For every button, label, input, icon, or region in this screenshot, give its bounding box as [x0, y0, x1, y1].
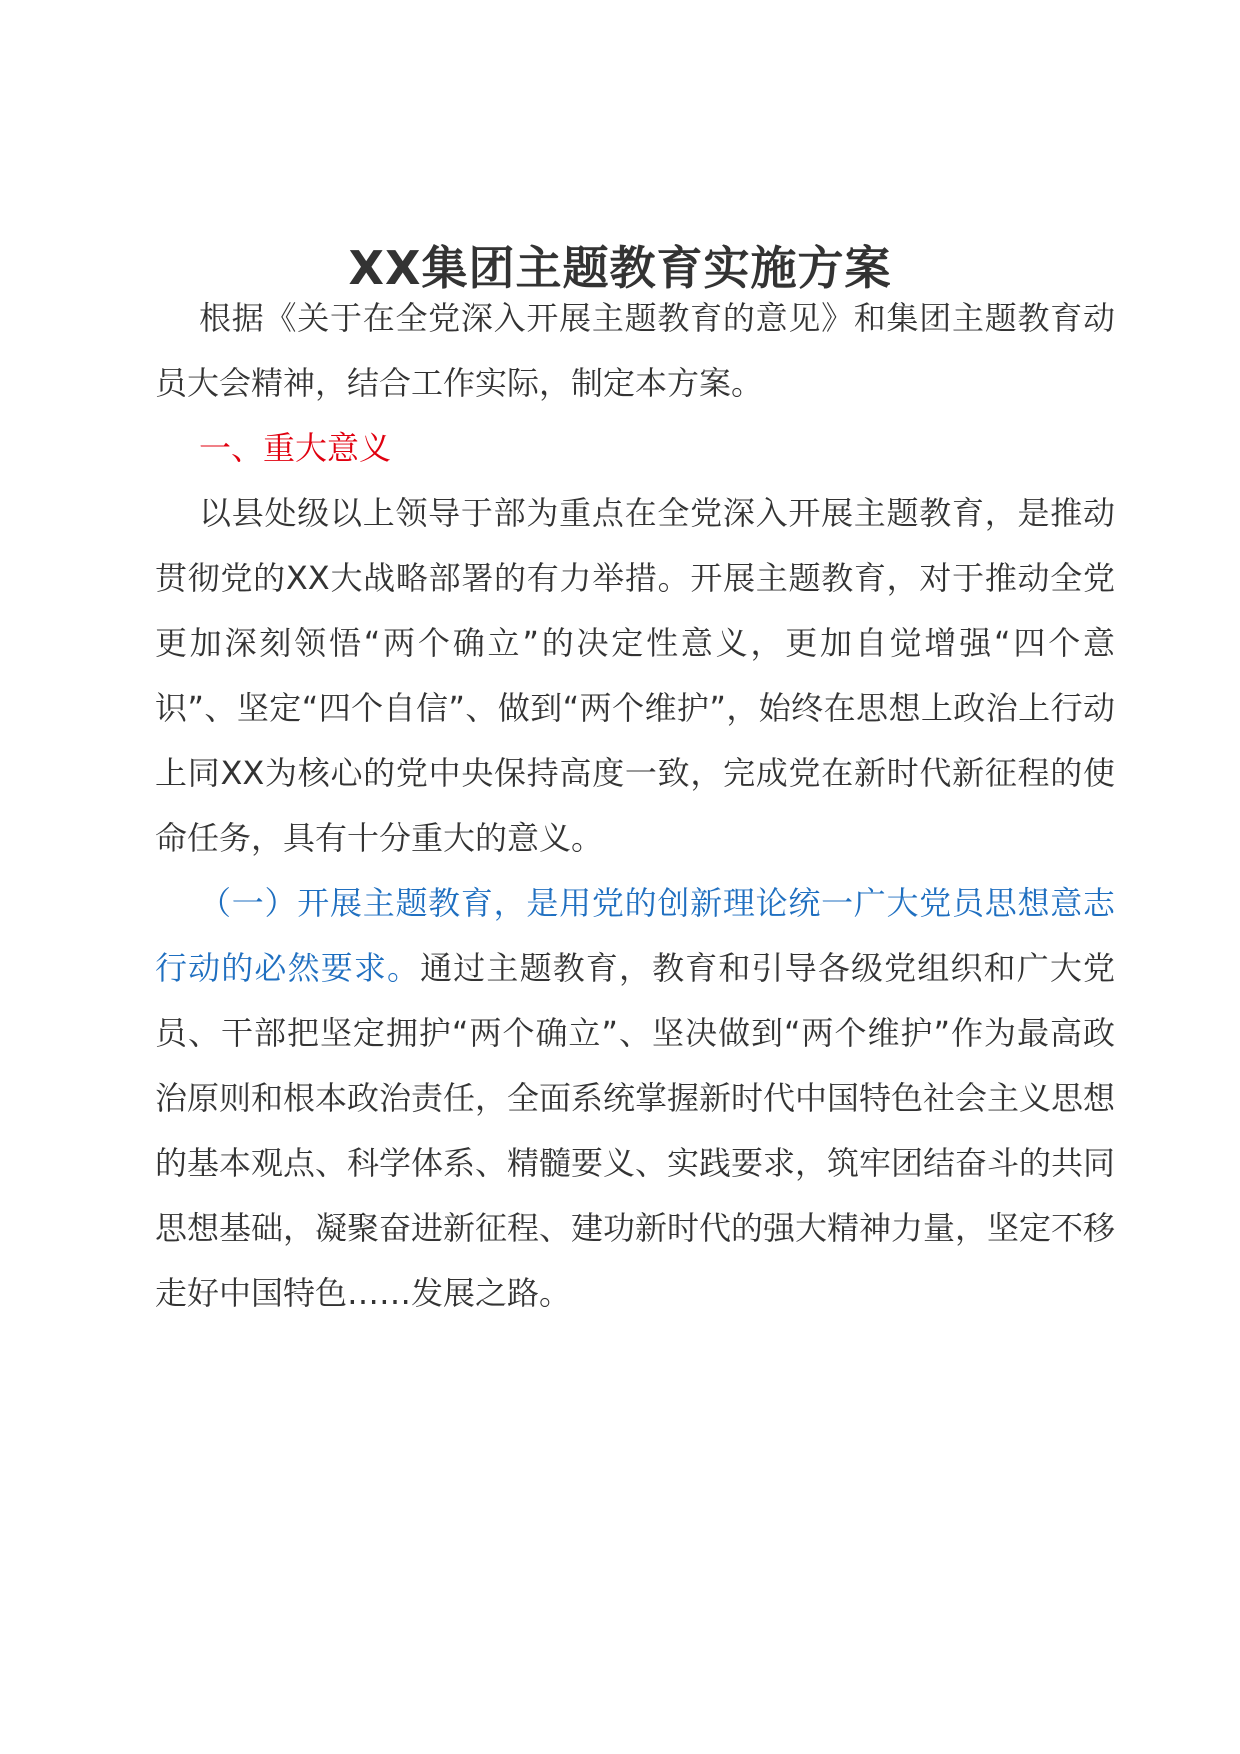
- section-heading-significance: 一、重大意义: [199, 429, 392, 467]
- document-body: [155, 286, 1115, 1326]
- document-title: XX集团主题教育实施方案: [348, 241, 892, 295]
- subsection-heading: （一）开展主题教育，是用党的创新理论统一广大党员思想意志行动的必然要求。: [155, 884, 1115, 987]
- intro-paragraph: 根据《关于在全党深入开展主题教育的意见》和集团主题教育动员大会精神，结合工作实际，制定本方案。: [155, 299, 1115, 402]
- significance-paragraph: 以县处级以上领导于部为重点在全党深入开展主题教育，是推动贯彻党的XX大战略部署的有力举措。开展主题教育，对于推动全党更加深刻领悟“两个确立”的决定性意义，更加自觉增强“四个意识”、坚定“四个自信”、做到“两个维护”，始终在思想上政治上行动上同XX为核心的党中央保持高度一致，完成党在新时代新征程的使命任务，具有十分重大的意义。: [155, 494, 1115, 857]
- subsection-paragraph: [155, 871, 1115, 1326]
- subsection-text: 通过主题教育，教育和引导各级党组织和广大党员、干部把坚定拥护“两个确立”、坚决做到“两个维护”作为最高政治原则和根本政治责任，全面系统掌握新时代中国特色社会主义思想的基本观点、科学体系、精髓要义、实践要求，筑牢团结奋斗的共同思想基础，凝聚奋进新征程、建功新时代的强大精神力量，坚定不移走好中国特色……发展之路。: [155, 949, 1116, 1312]
